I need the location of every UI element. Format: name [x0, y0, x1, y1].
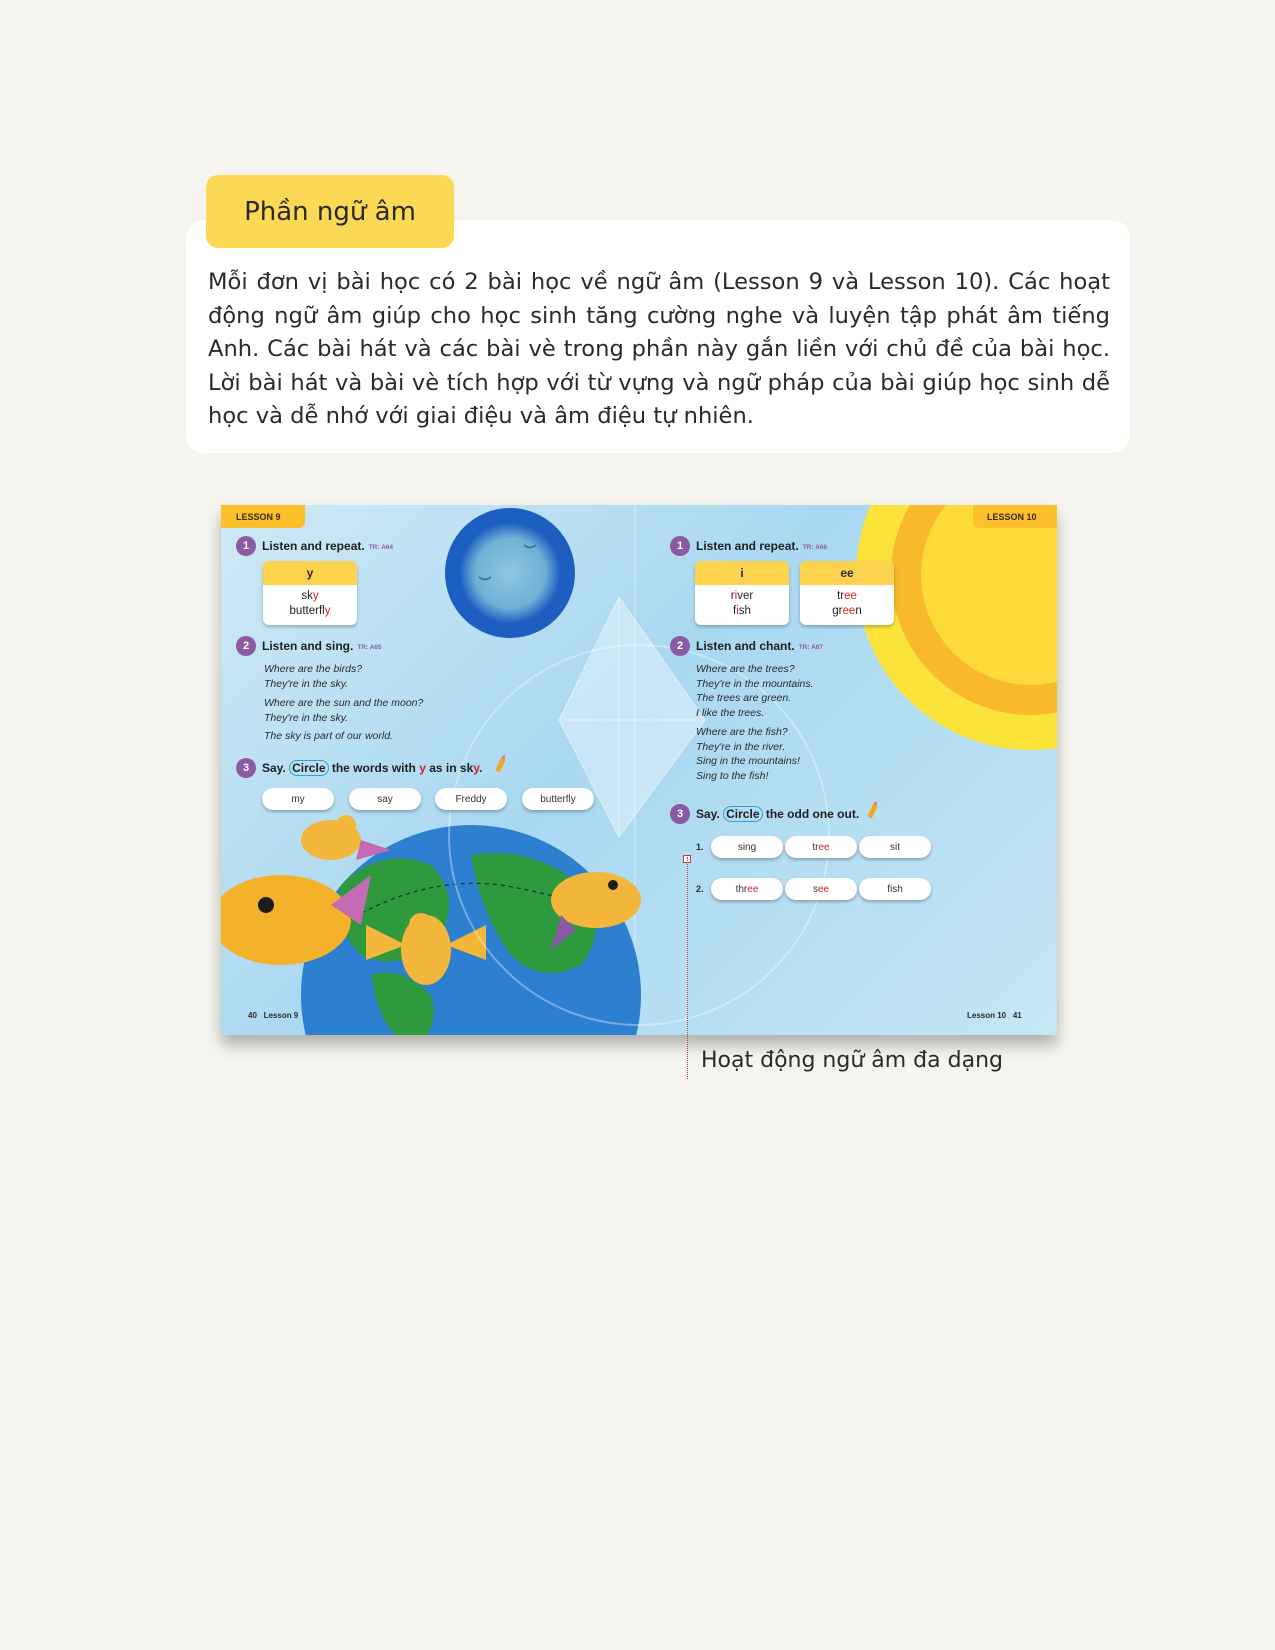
word-pill[interactable]: Freddy: [435, 788, 507, 810]
moon: [460, 523, 560, 623]
section-tab: Phần ngữ âm: [206, 175, 454, 248]
intro-card: [186, 220, 1130, 453]
word-pill[interactable]: say: [349, 788, 421, 810]
intro-paragraph: Mỗi đơn vị bài học có 2 bài học về ngữ âm (Lesson 9 và Lesson 10). Các hoạt động ngữ âm giúp cho học sinh tăng cường nghe và luyện tập phát âm tiếng Anh. Các bài hát và các bài vè trong phần này gắn liền với chủ đề của bài học. Lời bài hát và bài vè tích hợp với từ vựng và ngữ pháp của bài giúp học sinh dễ học và dễ nhớ với giai điệu và âm điệu tự nhiên.: [208, 269, 1110, 429]
textbook-spread: [221, 505, 1057, 1035]
activity-number: 1: [236, 536, 256, 556]
chant-verse: Where are the trees? They're in the mountains. The trees are green. I like the trees. Where are the fish? They're in the river. Sing in the mountains! Sing to the fish!: [696, 663, 814, 782]
activity-title: Listen and chant. TR: A67: [696, 639, 824, 653]
spread-caption: Hoạt động ngữ âm đa dạng: [701, 1048, 1003, 1073]
activity-number: 2: [236, 636, 256, 656]
activity-title: Listen and sing. TR: A65: [262, 639, 382, 653]
word-pill[interactable]: thr ee: [711, 878, 783, 900]
row-number: 2.: [696, 884, 704, 894]
activity-title: Say. Circle the words with y as in sky.: [262, 761, 483, 775]
word-pill[interactable]: my: [262, 788, 334, 810]
activity-number: 1: [670, 536, 690, 556]
phonics-card-ee: [800, 561, 894, 625]
callout-line: [687, 857, 688, 1079]
activity-number: 2: [670, 636, 690, 656]
lesson-9-tag: LESSON 9: [221, 505, 305, 528]
card-word: fish: [733, 605, 751, 617]
card-word: tree: [837, 590, 857, 602]
lesson-10-tag: LESSON 10: [973, 505, 1057, 528]
card-sound: i: [695, 561, 789, 585]
word-pill[interactable]: s ee: [785, 878, 857, 900]
word-pill[interactable]: butterfly: [522, 788, 594, 810]
card-sound: ee: [800, 561, 894, 585]
word-pill[interactable]: sing: [711, 836, 783, 858]
card-word: green: [832, 605, 862, 617]
song-verse: Where are the birds? They're in the sky. Where are the sun and the moon? They're in the sky. The sky is part of our world.: [264, 663, 424, 742]
page-footer-right: Lesson 10 41: [967, 1011, 1022, 1020]
activity-number: 3: [236, 758, 256, 778]
activity-title: Say. Circle the odd one out.: [696, 807, 860, 821]
card-sound: y: [263, 561, 357, 585]
phonics-card-y: [263, 561, 357, 625]
activity-title: Listen and repeat. TR: A64: [262, 539, 394, 553]
activity-number: 3: [670, 804, 690, 824]
activity-title: Listen and repeat. TR: A66: [696, 539, 828, 553]
card-word: butterfly: [289, 605, 331, 617]
card-word: river: [730, 590, 754, 602]
word-pill[interactable]: tr ee: [785, 836, 857, 858]
word-pill[interactable]: sit: [859, 836, 931, 858]
card-word: sky: [301, 590, 319, 602]
word-pill[interactable]: fish: [859, 878, 931, 900]
row-number: 1.: [696, 842, 704, 852]
page-footer-left: 40 Lesson 9: [248, 1011, 299, 1020]
phonics-card-i: [695, 561, 789, 625]
